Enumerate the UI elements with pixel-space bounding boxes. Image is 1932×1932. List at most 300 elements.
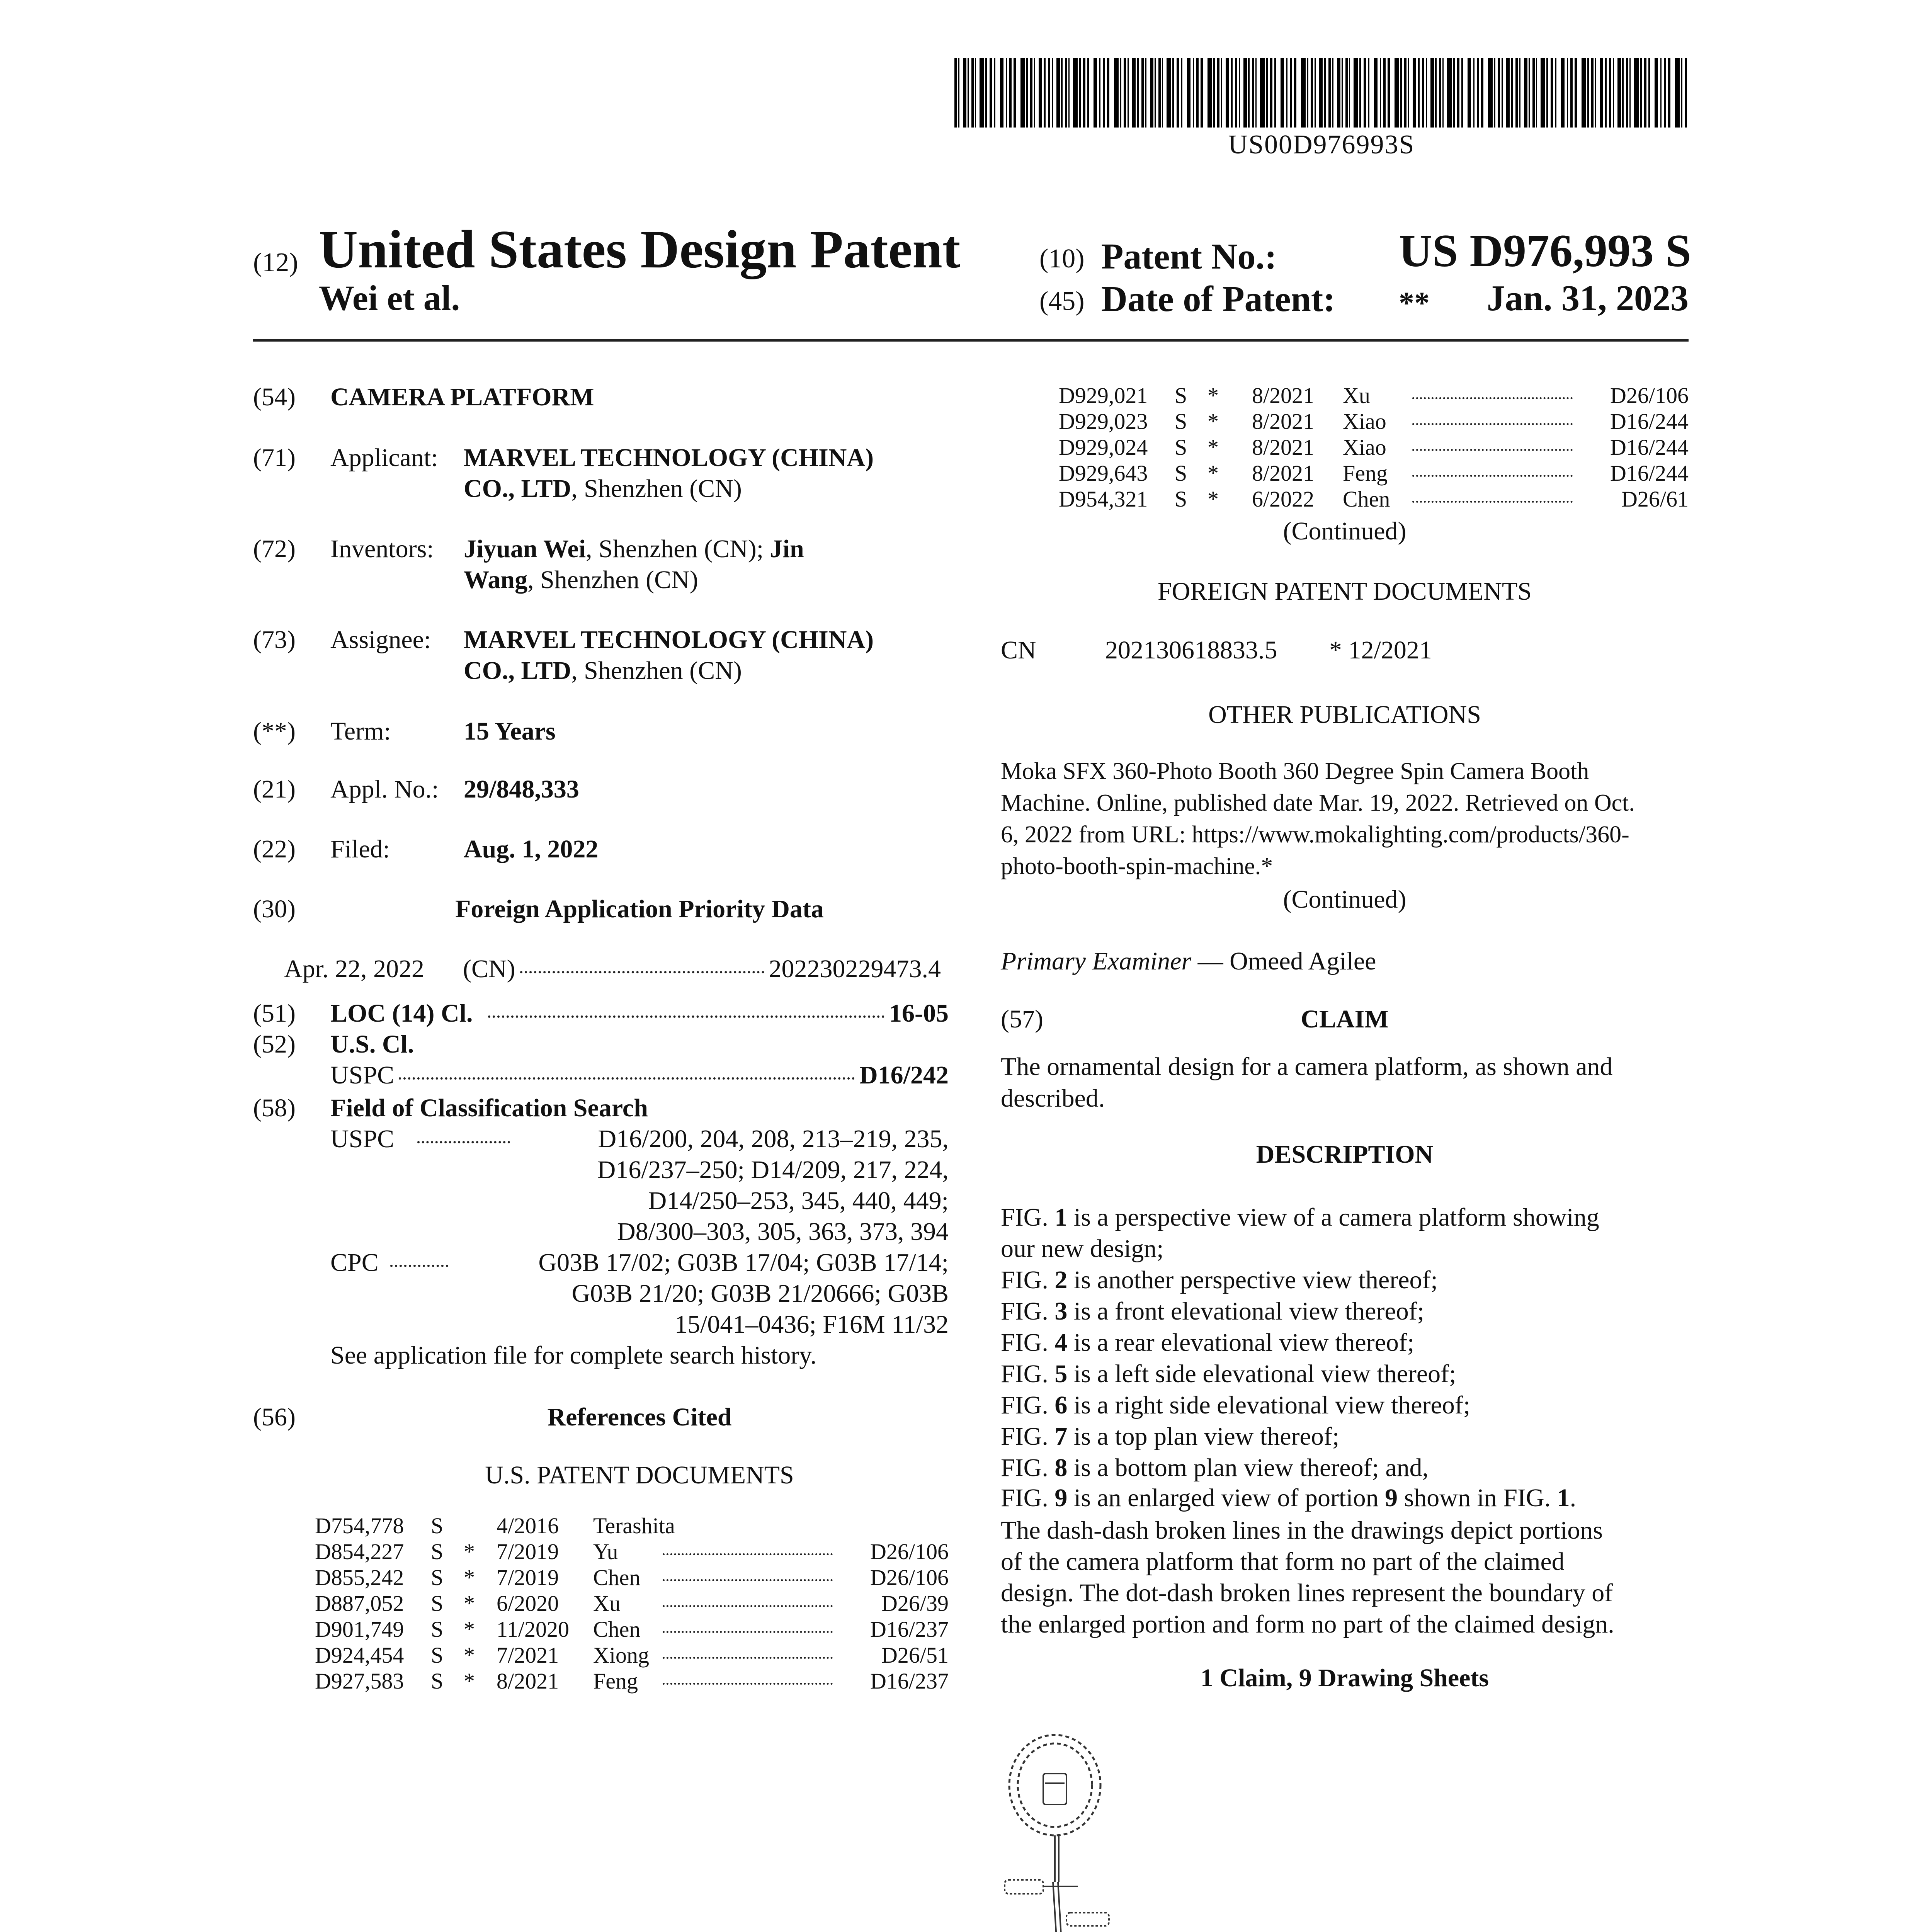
appl-no-value: 29/848,333: [464, 775, 579, 803]
barcode-bar: [963, 58, 966, 128]
reference-num: D901,749: [315, 1617, 404, 1642]
barcode-bar: [1315, 58, 1316, 128]
reference-kind: S: [1175, 461, 1187, 486]
figure-description-line: FIG. 7 is a top plan view thereof;: [1001, 1422, 1340, 1451]
reference-star: *: [464, 1668, 475, 1694]
reference-date: 8/2021: [1252, 409, 1315, 434]
search-cpc-line2: G03B 21/20; G03B 21/20666; G03B: [571, 1279, 949, 1308]
reference-date: 11/2020: [497, 1617, 569, 1642]
reference-name: Feng: [1343, 461, 1388, 486]
search-uspc-line1: D16/200, 204, 208, 213–219, 235,: [598, 1125, 949, 1153]
barcode-bar: [1099, 58, 1100, 128]
reference-date: 8/2021: [1252, 435, 1315, 460]
reference-num: D887,052: [315, 1591, 404, 1616]
barcode-bar: [1208, 58, 1212, 128]
reference-date: 6/2022: [1252, 486, 1315, 512]
reference-num: D929,021: [1059, 383, 1148, 408]
barcode-bar: [1124, 58, 1126, 128]
barcode-bar: [1009, 58, 1012, 128]
priority-number: 202230229473.4: [769, 955, 941, 983]
barcode-bar: [1524, 58, 1527, 128]
barcode-bar: [1555, 58, 1556, 128]
barcode-bar: [1461, 58, 1463, 128]
reference-star: *: [1208, 383, 1219, 408]
barcode-bar: [1488, 58, 1493, 128]
reference-name: Chen: [1343, 486, 1390, 512]
barcode-bar: [1201, 58, 1203, 128]
barcode-bar: [1231, 58, 1233, 128]
barcode-bar: [1301, 58, 1306, 128]
other-publications-heading: OTHER PUBLICATIONS: [1208, 701, 1481, 729]
barcode-bar: [1529, 58, 1530, 128]
barcode-bar: [1506, 58, 1510, 128]
code-term: (**): [253, 717, 296, 745]
date-stars: **: [1399, 286, 1430, 320]
barcode-bar: [1435, 58, 1437, 128]
barcode-bar: [1640, 58, 1642, 128]
search-uspc-label: USPC: [330, 1125, 395, 1153]
reference-num: D929,023: [1059, 409, 1148, 434]
barcode-bar: [1655, 58, 1658, 128]
reference-row: [315, 1590, 949, 1617]
barcode-bar: [1511, 58, 1513, 128]
barcode-bar: [1536, 58, 1537, 128]
reference-date: 4/2016: [497, 1513, 559, 1538]
code-45: (45): [1039, 286, 1085, 316]
barcode-bar: [1286, 58, 1287, 128]
barcode-bar: [975, 58, 976, 128]
barcode-bar: [1332, 58, 1333, 128]
reference-class: D26/106: [870, 1539, 949, 1564]
reference-name: Xiao: [1343, 435, 1386, 460]
reference-num: D854,227: [315, 1539, 404, 1564]
inventors-line2: Wang, Shenzhen (CN): [464, 566, 698, 594]
reference-row: [315, 1642, 949, 1669]
barcode-bar: [1120, 58, 1121, 128]
barcode-bar: [1235, 58, 1237, 128]
reference-class: D16/237: [870, 1617, 949, 1642]
barcode-bar: [1141, 58, 1144, 128]
patent-title: United States Design Patent: [319, 219, 961, 279]
barcode-bar: [1137, 58, 1139, 128]
continued-label-2: (Continued): [1283, 885, 1406, 913]
reference-star: *: [464, 1565, 475, 1590]
barcode-bar: [1681, 58, 1682, 128]
reference-leader-dots: [663, 1579, 833, 1581]
reference-row: [1059, 434, 1689, 461]
barcode-bar: [1294, 58, 1296, 128]
reference-name: Xiao: [1343, 409, 1386, 434]
reference-kind: S: [431, 1643, 444, 1668]
barcode-bar: [1311, 58, 1313, 128]
reference-num: D924,454: [315, 1643, 404, 1668]
camera-platform-drawing: [811, 1719, 1159, 1932]
barcode-bar: [1591, 58, 1594, 128]
figure-description-line: FIG. 2 is another perspective view thereof;: [1001, 1266, 1438, 1294]
reference-num: D954,321: [1059, 486, 1148, 512]
code-10: (10): [1039, 244, 1085, 274]
barcode-bar: [1162, 58, 1163, 128]
barcode-bar: [1395, 58, 1399, 128]
reference-row: [1059, 408, 1689, 435]
field-search-heading: Field of Classification Search: [330, 1094, 648, 1122]
priority-heading: Foreign Application Priority Data: [455, 895, 824, 923]
reference-class: D26/39: [881, 1591, 949, 1616]
search-uspc-line4: D8/300–303, 305, 363, 373, 394: [617, 1218, 949, 1246]
reference-row: [315, 1616, 949, 1643]
barcode-bar: [1217, 58, 1219, 128]
barcode-number: US00D976993S: [1228, 130, 1415, 160]
barcode-bar: [1494, 58, 1495, 128]
reference-leader-dots: [663, 1631, 833, 1633]
barcode-bar: [1570, 58, 1573, 128]
barcode-bar: [1083, 58, 1085, 128]
barcode-bar: [1324, 58, 1326, 128]
barcode-bar: [1457, 58, 1459, 128]
barcode-bar: [1515, 58, 1518, 128]
barcode-bar: [1052, 58, 1053, 128]
search-cpc-row: [330, 1248, 949, 1277]
barcode-bar: [1107, 58, 1109, 128]
priority-row: [284, 954, 941, 984]
barcode-bar: [1079, 58, 1081, 128]
barcode-bar: [1065, 58, 1067, 128]
reference-row: [315, 1565, 949, 1592]
foreign-country: CN: [1001, 636, 1036, 664]
barcode-bar: [1447, 58, 1452, 128]
barcode-bar: [994, 58, 995, 128]
barcode-bar: [968, 58, 969, 128]
date-label: Date of Patent:: [1101, 279, 1335, 319]
reference-date: 8/2021: [1252, 461, 1315, 486]
barcode-bar: [1039, 58, 1042, 128]
barcode-bar: [1546, 58, 1548, 128]
reference-leader-dots: [663, 1553, 833, 1555]
barcode-bar: [954, 58, 957, 128]
barcode-bar: [1243, 58, 1247, 128]
reference-name: Feng: [593, 1668, 638, 1694]
foreign-number: 202130618833.5: [1105, 636, 1277, 664]
barcode-bar: [1617, 58, 1621, 128]
barcode-bar: [1629, 58, 1631, 128]
search-history-note: See application file for complete search history.: [330, 1341, 817, 1369]
barcode-bar: [1532, 58, 1535, 128]
reference-row: [1059, 460, 1689, 487]
code-56: (56): [253, 1403, 296, 1431]
barcode-bar: [1239, 58, 1240, 128]
barcode-bar: [1319, 58, 1323, 128]
reference-star: *: [464, 1617, 475, 1642]
reference-class: D16/244: [1610, 435, 1689, 460]
barcode-bar: [1368, 58, 1369, 128]
design-title: CAMERA PLATFORM: [330, 383, 594, 411]
inventors-short: Wei et al.: [319, 278, 460, 318]
barcode-bar: [1502, 58, 1503, 128]
barcode-bar: [1248, 58, 1250, 128]
barcode-bar: [1345, 58, 1348, 128]
reference-name: Xiong: [593, 1643, 649, 1668]
barcode-bar: [1145, 58, 1146, 128]
continued-label-1: (Continued): [1283, 517, 1406, 545]
references-heading: References Cited: [547, 1403, 732, 1431]
barcode-bar: [1664, 58, 1666, 128]
reference-kind: S: [431, 1565, 444, 1590]
barcode-bar: [1177, 58, 1179, 128]
barcode-bar: [980, 58, 984, 128]
figure-description-line: FIG. 4 is a rear elevational view thereof;: [1001, 1328, 1415, 1357]
barcode-bar: [1418, 58, 1420, 128]
us-cl-label: U.S. Cl.: [330, 1030, 414, 1058]
reference-star: *: [464, 1643, 475, 1668]
filed-value: Aug. 1, 2022: [464, 835, 599, 863]
reference-date: 8/2021: [497, 1668, 559, 1694]
barcode-bar: [1388, 58, 1390, 128]
reference-row: [315, 1668, 949, 1695]
loc-label: LOC (14) Cl.: [330, 999, 473, 1027]
barcode-bar: [1413, 58, 1416, 128]
barcode-bar: [1020, 58, 1025, 128]
barcode-bar: [1422, 58, 1424, 128]
barcode-bar: [1364, 58, 1366, 128]
barcode-bar: [1477, 58, 1479, 128]
barcode-bar: [1193, 58, 1194, 128]
claims-sheets-count: 1 Claim, 9 Drawing Sheets: [1200, 1664, 1489, 1692]
assignee-name-line2: CO., LTD, Shenzhen (CN): [464, 656, 742, 685]
barcode-bar: [1359, 58, 1361, 128]
barcode-bar: [1600, 58, 1603, 128]
barcode-bar: [1354, 58, 1358, 128]
reference-num: D855,242: [315, 1565, 404, 1590]
code-51: (51): [253, 999, 296, 1027]
reference-kind: S: [1175, 486, 1187, 512]
reference-kind: S: [431, 1668, 444, 1694]
reference-kind: S: [1175, 409, 1187, 434]
code-57: (57): [1001, 1005, 1043, 1033]
barcode-bar: [1426, 58, 1427, 128]
inventors-label: Inventors:: [330, 535, 434, 563]
figure-description-line: FIG. 5 is a left side elevational view thereof;: [1001, 1360, 1456, 1388]
barcode-bar: [1430, 58, 1434, 128]
barcode-bar: [1613, 58, 1614, 128]
reference-num: D929,643: [1059, 461, 1148, 486]
code-71: (71): [253, 444, 296, 472]
figure-description-line: FIG. 8 is a bottom plan view thereof; and,: [1001, 1454, 1429, 1482]
reference-date: 7/2021: [497, 1643, 559, 1668]
barcode-bar: [1473, 58, 1475, 128]
primary-examiner: Primary Examiner — Omeed Agilee: [1001, 947, 1376, 975]
reference-star: *: [1208, 486, 1219, 512]
barcode-bar: [1213, 58, 1215, 128]
search-uspc-line2: D16/237–250; D14/209, 217, 224,: [597, 1156, 949, 1184]
uspc-row: [330, 1061, 949, 1090]
barcode-bar: [1181, 58, 1182, 128]
barcode-bar: [958, 58, 959, 128]
barcode-bar: [1132, 58, 1136, 128]
barcode-bar: [1014, 58, 1016, 128]
figure-description-line: our new design;: [1001, 1235, 1164, 1263]
reference-kind: S: [431, 1513, 444, 1538]
reference-row: [1059, 486, 1689, 513]
barcode-bar: [1044, 58, 1046, 128]
barcode-bar: [1270, 58, 1272, 128]
barcode-bar: [1519, 58, 1520, 128]
barcode-bar: [1048, 58, 1050, 128]
reference-num: D927,583: [315, 1668, 404, 1694]
barcode-bar: [1034, 58, 1035, 128]
barcode-bar: [1281, 58, 1284, 128]
barcode-bar: [1648, 58, 1650, 128]
barcode-bar: [971, 58, 974, 128]
barcode-bar: [1128, 58, 1129, 128]
barcode-bar: [990, 58, 992, 128]
reference-leader-dots: [1412, 501, 1573, 503]
barcode-bar: [1187, 58, 1190, 128]
barcode-bar: [1150, 58, 1153, 128]
barcode-bar: [1468, 58, 1471, 128]
reference-leader-dots: [663, 1657, 833, 1659]
reference-class: D26/61: [1621, 486, 1689, 512]
barcode-bar: [1675, 58, 1680, 128]
reference-name: Chen: [593, 1565, 641, 1590]
uspc-value: D16/242: [859, 1061, 949, 1089]
broken-lines-description: The dash-dash broken lines in the drawings depict portions of the camera platform that form no part of the claimed design. The dot-dash broken lines represent the boundary of the enlarged portion and form no part of the claimed design.: [1001, 1516, 1614, 1638]
reference-star: *: [1208, 435, 1219, 460]
barcode-bar: [1622, 58, 1624, 128]
reference-leader-dots: [1412, 449, 1573, 451]
code-30: (30): [253, 895, 296, 923]
claim-text: The ornamental design for a camera platform, as shown and described.: [1001, 1053, 1613, 1112]
filed-label: Filed:: [330, 835, 390, 863]
figure-description-line: FIG. 3 is a front elevational view thereof;: [1001, 1297, 1425, 1325]
patent-number: US D976,993 S: [1399, 225, 1691, 276]
applicant-name-line1: MARVEL TECHNOLOGY (CHINA): [464, 444, 874, 472]
applicant-label: Applicant:: [330, 444, 438, 472]
barcode-bar: [1481, 58, 1483, 128]
reference-num: D754,778: [315, 1513, 404, 1538]
barcode-bar: [985, 58, 987, 128]
reference-date: 8/2021: [1252, 383, 1315, 408]
reference-class: D26/51: [881, 1643, 949, 1668]
barcode-bar: [1685, 58, 1687, 128]
barcode-bar: [1260, 58, 1265, 128]
barcode-bar: [1006, 58, 1007, 128]
barcode-bar: [1061, 58, 1063, 128]
us-patent-documents-heading: U.S. PATENT DOCUMENTS: [485, 1461, 794, 1489]
code-72: (72): [253, 535, 296, 563]
barcode-bar: [1408, 58, 1409, 128]
barcode-bar: [1605, 58, 1607, 128]
barcode-bar: [1290, 58, 1292, 128]
reference-leader-dots: [1412, 423, 1573, 425]
figure-descriptions: [1001, 1202, 1689, 1483]
code-58: (58): [253, 1094, 296, 1122]
barcode-bar: [1439, 58, 1441, 128]
barcode-bar: [1400, 58, 1402, 128]
barcode-bar: [1660, 58, 1662, 128]
reference-row: [315, 1539, 949, 1566]
barcode-bar: [1103, 58, 1105, 128]
reference-row: [1059, 383, 1689, 410]
barcode-bar: [1644, 58, 1646, 128]
barcode-bar: [1561, 58, 1565, 128]
reference-name: Terashita: [593, 1513, 675, 1538]
barcode-bar: [1087, 58, 1089, 128]
barcode-bar: [1328, 58, 1331, 128]
reference-name: Xu: [1343, 383, 1370, 408]
reference-leader-dots: [1412, 475, 1573, 477]
search-cpc-label: CPC: [330, 1248, 379, 1277]
barcode-bar: [1587, 58, 1589, 128]
priority-country: (CN): [463, 955, 515, 983]
barcode-bar: [1453, 58, 1455, 128]
barcode-bar: [1073, 58, 1078, 128]
reference-leader-dots: [663, 1683, 833, 1685]
barcode-bar: [1342, 58, 1343, 128]
loc-row: [330, 999, 949, 1028]
barcode-bar: [1266, 58, 1268, 128]
search-cpc-line1: G03B 17/02; G03B 17/04; G03B 17/14;: [538, 1248, 949, 1277]
assignee-name-line1: MARVEL TECHNOLOGY (CHINA): [464, 626, 874, 654]
code-54: (54): [253, 383, 296, 411]
barcode-bar: [1626, 58, 1628, 128]
reference-date: 6/2020: [497, 1591, 559, 1616]
reference-star: *: [1208, 409, 1219, 434]
claim-heading: CLAIM: [1301, 1005, 1389, 1033]
reference-kind: S: [431, 1591, 444, 1616]
code-21: (21): [253, 775, 296, 803]
barcode-bar: [1158, 58, 1161, 128]
barcode-bar: [1068, 58, 1070, 128]
barcode-bar: [1094, 58, 1097, 128]
inventors-line1: Jiyuan Wei, Shenzhen (CN); Jin: [464, 535, 804, 563]
barcode-bar: [1252, 58, 1254, 128]
foreign-patent-heading: FOREIGN PATENT DOCUMENTS: [1157, 577, 1532, 605]
barcode-bar: [1668, 58, 1670, 128]
barcode-bar: [1000, 58, 1003, 128]
reference-name: Chen: [593, 1617, 641, 1642]
barcode-bar: [1114, 58, 1119, 128]
barcode-bar: [1337, 58, 1340, 128]
barcode-bar: [1221, 58, 1222, 128]
description-heading: DESCRIPTION: [1256, 1140, 1434, 1168]
foreign-date: * 12/2021: [1329, 636, 1432, 664]
reference-leader-dots: [663, 1605, 833, 1607]
barcode-bar: [1349, 58, 1350, 128]
barcode-bar: [1498, 58, 1500, 128]
barcode-bar: [1609, 58, 1611, 128]
code-22: (22): [253, 835, 296, 863]
reference-kind: S: [431, 1617, 444, 1642]
barcode-bar: [1026, 58, 1028, 128]
assignee-label: Assignee:: [330, 626, 431, 654]
patent-no-label: Patent No.:: [1101, 236, 1277, 277]
term-value: 15 Years: [464, 717, 556, 745]
barcode-bar: [1255, 58, 1257, 128]
reference-date: 7/2019: [497, 1539, 559, 1564]
barcode-bar: [1155, 58, 1156, 128]
reference-kind: S: [431, 1539, 444, 1564]
barcode-bar: [1442, 58, 1444, 128]
other-publication-text: Moka SFX 360-Photo Booth 360 Degree Spin Camera Booth Machine. Online, published date Mar. 19, 2022. Retrieved on Oct. 6, 2022 from URL: https://www.mokalighting.com/products/360- photo-booth-spin-machine.*: [1001, 758, 1635, 879]
barcode-bar: [1056, 58, 1060, 128]
figure-description-line: FIG. 6 is a right side elevational view thereof;: [1001, 1391, 1471, 1419]
search-uspc-row: [330, 1124, 949, 1154]
code-12: (12): [253, 248, 298, 277]
code-73: (73): [253, 626, 296, 654]
loc-value: 16-05: [889, 999, 949, 1027]
barcode-bar: [1541, 58, 1545, 128]
barcode-bar: [1567, 58, 1568, 128]
